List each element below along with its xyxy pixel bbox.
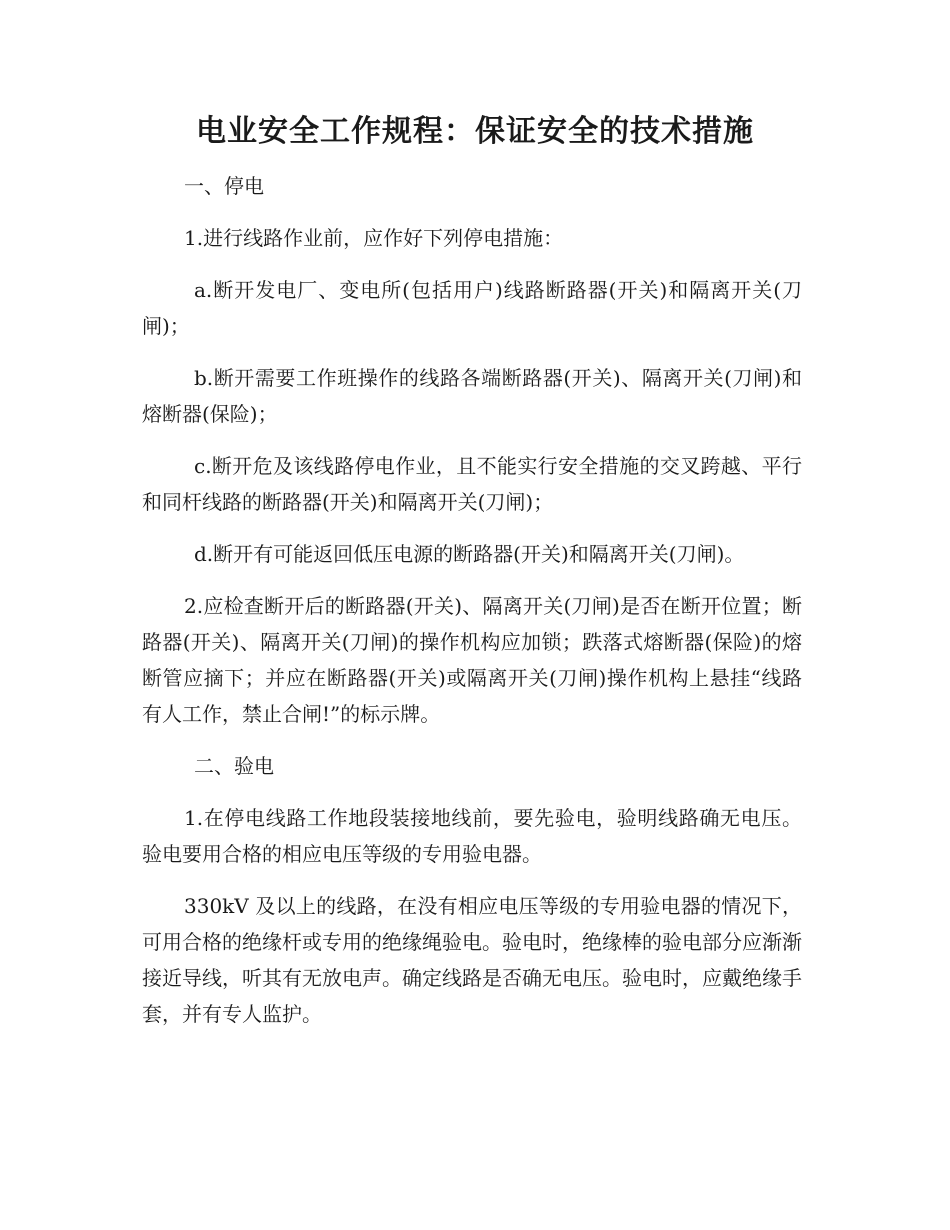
paragraph: c.断开危及该线路停电作业，且不能实行安全措施的交叉跨越、平行和同杆线路的断路器(开关)和隔离开关(刀闸)； — [142, 454, 802, 514]
paragraph: a.断开发电厂、变电所(包括用户)线路断路器(开关)和隔离开关(刀闸)； — [142, 278, 802, 338]
paragraph: d.断开有可能返回低压电源的断路器(开关)和隔离开关(刀闸)。 — [194, 542, 745, 566]
paragraph: 1.在停电线路工作地段装接地线前，要先验电，验明线路确无电压。验电要用合格的相应电压等级的专用验电器。 — [142, 806, 802, 866]
page-title: 电业安全工作规程：保证安全的技术措施 — [196, 114, 754, 149]
paragraph: 2.应检查断开后的断路器(开关)、隔离开关(刀闸)是否在断开位置；断路器(开关)、隔离开关(刀闸)的操作机构应加锁；跌落式熔断器(保险)的熔断管应摘下；并应在断路器(开关)或隔离开关(刀闸)操作机构上悬挂“线路有人工作，禁止合闸!”的标示牌。 — [142, 594, 802, 726]
section-heading: 二、验电 — [194, 754, 274, 778]
document-body — [142, 168, 802, 1032]
paragraph: 330kV 及以上的线路，在没有相应电压等级的专用验电器的情况下，可用合格的绝缘杆或专用的绝缘绳验电。验电时，绝缘棒的验电部分应渐渐接近导线，听其有无放电声。确定线路是否确无电压。验电时，应戴绝缘手套，并有专人监护。 — [142, 894, 802, 1026]
section-heading: 一、停电 — [184, 174, 264, 198]
paragraph: 1.进行线路作业前，应作好下列停电措施： — [184, 226, 564, 250]
paragraph: b.断开需要工作班操作的线路各端断路器(开关)、隔离开关(刀闸)和熔断器(保险)； — [142, 366, 802, 426]
